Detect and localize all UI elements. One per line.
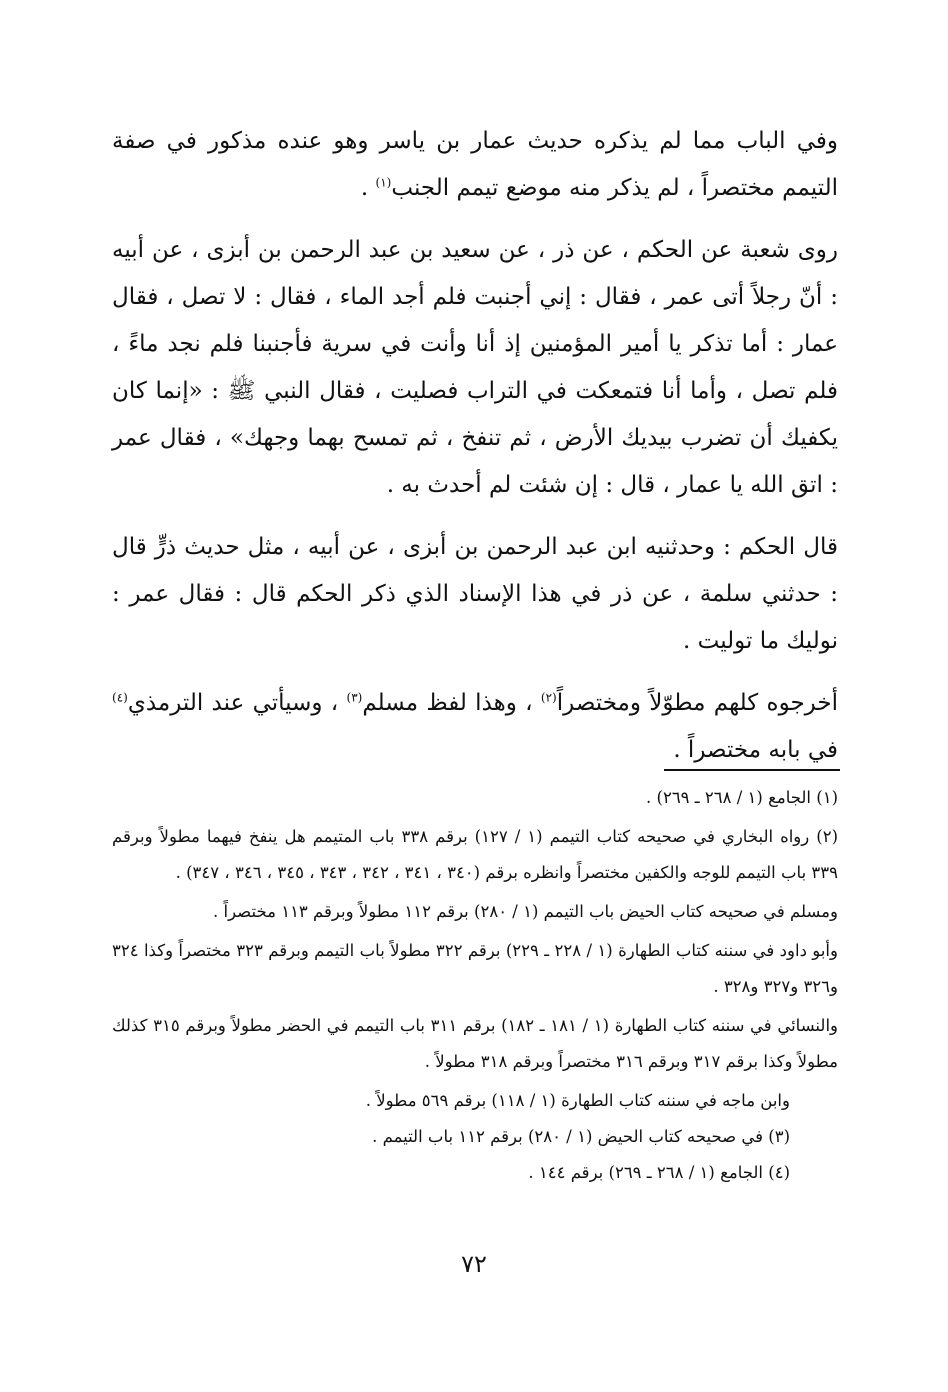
page-number: ٧٢ [461, 1250, 487, 1278]
footnote-2-nasai: والنسائي في سننه كتاب الطهارة (١ / ١٨١ ـ ١٨٢) برقم ٣١١ باب التيمم في الحضر مطولاً وبرقم ٣١٥ كذلك مطولاً وكذا برقم ٣١٧ وبرقم ٣١٦ مختصراً وبرقم ٣١٨ مطولاً . [112, 1016, 838, 1071]
footnote-ref-1[interactable]: (١) [375, 175, 392, 190]
footnotes [112, 780, 838, 1191]
footnote-2-abudawud: وأبو داود في سننه كتاب الطهارة (١ / ٢٢٨ ـ ٢٢٩) برقم ٣٢٢ مطولاً باب التيمم وبرقم ٣٢٣ مختصراً وكذا ٣٢٤ و٣٢٦ و٣٢٧ و٣٢٨ . [112, 941, 838, 996]
paragraph-2: روى شعبة عن الحكم ، عن ذر ، عن سعيد بن عبد الرحمن بن أبزى ، عن أبيه : أنّ رجلاً أتى عمر ، فقال : إني أجنبت فلم أجد الماء ، فقال : لا تصل ، فقال عمار : أما تذكر يا أمير المؤمنين إذ أنا وأنت في سرية فأجنبنا فلم نجد ماءً ، فلم تصل ، وأما أنا فتمعكت في التراب فصليت ، فقال النبي ﷺ : «إنما كان يكفيك أن تضرب بيديك الأرض ، ثم تنفخ ، ثم تمسح بهما وجهك» ، فقال عمر : اتق الله يا عمار ، قال : إن شئت لم أحدث به . [112, 237, 838, 498]
footnote-2: (٢) رواه البخاري في صحيحه كتاب التيمم (١ / ١٢٧) برقم ٣٣٨ باب المتيمم هل ينفخ فيهما مطولاً وبرقم ٣٣٩ باب التيمم للوجه والكفين مختصراً وانظره برقم (٣٤٠ ، ٣٤١ ، ٣٤٢ ، ٣٤٣ ، ٣٤٥ ، ٣٤٦ ، ٣٤٧) . [112, 827, 838, 882]
footnote-1: (١) الجامع (١ / ٢٦٨ ـ ٢٦٩) . [646, 788, 838, 807]
footnote-3: (٣) في صحيحه كتاب الحيض (١ / ٢٨٠) برقم ١١٢ باب التيمم . [372, 1127, 790, 1146]
paragraph-text: وفي الباب مما لم يذكره حديث عمار بن ياسر وهو عنده مذكور في صفة التيمم مختصراً ، لم يذكر منه موضع تيمم الجنب [112, 128, 838, 201]
main-text [112, 118, 838, 789]
paragraph-text: ، وهذا لفظ مسلم [362, 690, 541, 716]
paragraph-text: ، وسيأتي عند الترمذي [127, 690, 347, 716]
paragraph-3: قال الحكم : وحدثنيه ابن عبد الرحمن بن أبزى ، عن أبيه ، مثل حديث ذرٍّ قال : حدثني سلمة ، عن ذر في هذا الإسناد الذي ذكر الحكم قال : فقال عمر : نوليك ما توليت . [112, 534, 838, 654]
footnote-4: (٤) الجامع (١ / ٢٦٨ ـ ٢٦٩) برقم ١٤٤ . [528, 1163, 790, 1182]
footnote-ref-4[interactable]: (٤) [112, 690, 128, 705]
footnote-separator [664, 769, 840, 771]
footnote-2-muslim: ومسلم في صحيحه كتاب الحيض باب التيمم (١ / ٢٨٠) برقم ١١٢ مطولاً وبرقم ١١٣ مختصراً . [213, 902, 838, 921]
paragraph-text: في بابه مختصراً . [673, 737, 838, 763]
footnote-ref-2[interactable]: (٢) [540, 690, 557, 705]
footnote-ref-3[interactable]: (٣) [346, 690, 363, 705]
footnote-2-ibnmajah: وابن ماجه في سننه كتاب الطهارة (١ / ١١٨) برقم ٥٦٩ مطولاً . [365, 1091, 790, 1110]
paragraph-1 [112, 118, 838, 212]
paragraph-text: . [360, 175, 376, 201]
paragraph-4 [112, 680, 838, 774]
paragraph-text: أخرجوه كلهم مطوّلاً ومختصراً [556, 690, 838, 716]
